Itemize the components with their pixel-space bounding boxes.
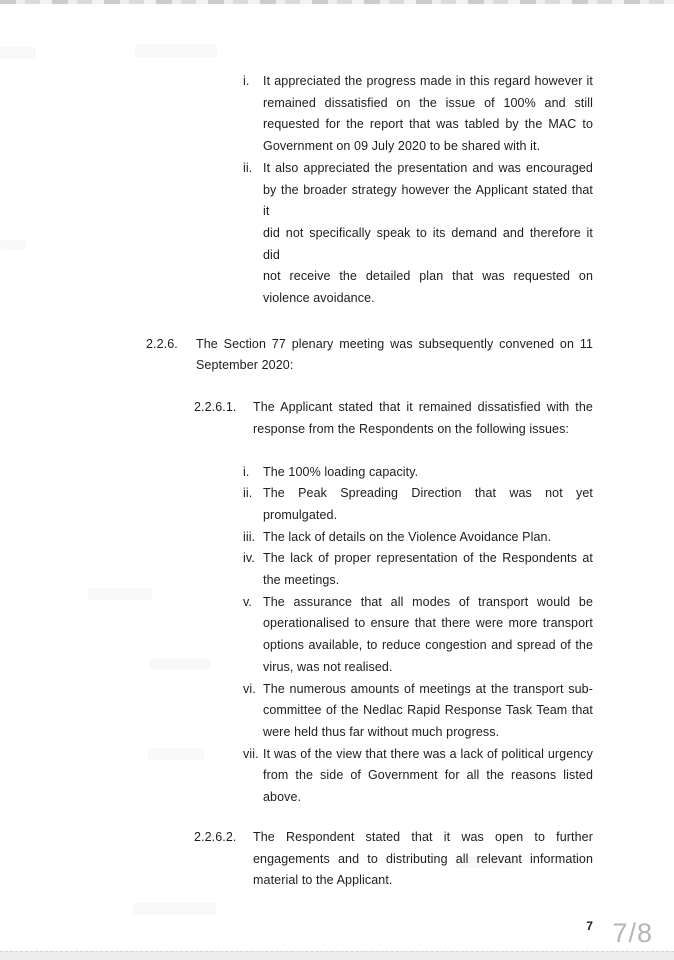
list-item	[0, 744, 593, 809]
text-line: It appreciated the progress made in this regard however it	[263, 74, 593, 88]
text-line: The Applicant stated that it remained dissatisfied with the	[253, 400, 593, 415]
list-item-text	[263, 158, 593, 310]
list-item	[0, 462, 593, 484]
text-line: The assurance that all modes of transport would be	[263, 594, 593, 609]
list-item	[0, 679, 593, 744]
clause-2-2-6	[0, 334, 593, 377]
sheet-indicator: 7/8	[612, 918, 653, 948]
text-line: committee of the Nedlac Rapid Response Task Team that	[263, 703, 593, 718]
list-marker: iv.	[243, 551, 255, 566]
clause-number: 2.2.6.2.	[194, 829, 237, 844]
list-item	[0, 483, 593, 526]
text-line: remained dissatisfied on the issue of 100% and still	[263, 95, 593, 110]
clause-number: 2.2.6.1.	[194, 400, 237, 415]
clause-2-2-6-2	[0, 827, 593, 892]
text-line: above.	[263, 790, 302, 805]
text-line: promulgated.	[263, 507, 338, 522]
text-line: were held thus far without much progress.	[263, 724, 500, 739]
list-item-text	[263, 462, 593, 484]
list-item-text	[263, 483, 593, 526]
text-line: operationalised to ensure that there were more transport	[263, 616, 593, 631]
clause-number: 2.2.6.	[146, 336, 178, 351]
list-marker: ii.	[243, 486, 253, 501]
text-line: virus, was not realised.	[263, 659, 393, 674]
text-line: from the side of Government for all the reasons listed	[263, 768, 593, 783]
page-number: 7	[586, 918, 593, 933]
text-line: not receive the detailed plan that was requested on	[263, 269, 593, 284]
text-line: material to the Applicant.	[253, 873, 393, 888]
text-line: September 2020:	[196, 358, 294, 373]
text-line: The numerous amounts of meetings at the transport sub-	[263, 681, 593, 696]
list-marker: i.	[243, 464, 250, 479]
clause-text	[196, 334, 593, 377]
text-line: options available, to reduce congestion and spread of the	[263, 638, 593, 653]
appreciation-list	[0, 0, 593, 310]
text-line: It was of the view that there was a lack of political urgency	[263, 746, 593, 761]
list-item-text	[263, 744, 593, 809]
list-marker: i.	[243, 74, 250, 88]
list-item	[0, 158, 593, 310]
text-line: by the broader strategy however the Applicant stated that it	[263, 182, 593, 219]
text-line: The Respondent stated that it was open to further	[253, 829, 593, 844]
list-marker: ii.	[243, 160, 253, 175]
text-line: violence avoidance.	[263, 291, 375, 306]
list-item-text	[263, 548, 593, 591]
text-line: requested for the report that was tabled by the MAC to	[263, 117, 593, 132]
list-item	[0, 71, 593, 158]
text-line: Government on 09 July 2020 to be shared with it.	[263, 139, 541, 154]
clause-text	[253, 827, 593, 892]
text-line: The lack of details on the Violence Avoidance Plan.	[263, 529, 552, 544]
clause-text	[253, 397, 593, 440]
list-item	[0, 548, 593, 591]
scan-bottom-edge	[0, 951, 674, 960]
text-line: The 100% loading capacity.	[263, 464, 419, 479]
list-item-text	[263, 592, 593, 679]
list-item-text	[263, 679, 593, 744]
text-line: The Section 77 plenary meeting was subsequently convened on 11	[196, 336, 593, 351]
list-marker: vi.	[243, 681, 256, 696]
text-line: It also appreciated the presentation and was encouraged	[263, 160, 593, 175]
list-item-text	[263, 71, 593, 158]
list-marker: vii.	[243, 746, 259, 761]
text-line: The Peak Spreading Direction that was not yet	[263, 486, 593, 501]
list-item	[0, 592, 593, 679]
clause-2-2-6-1	[0, 397, 593, 440]
text-line: response from the Respondents on the following issues:	[253, 421, 569, 436]
issues-list	[0, 462, 593, 809]
text-line: engagements and to distributing all relevant information	[253, 851, 593, 866]
list-marker: v.	[243, 594, 252, 609]
text-line: The lack of proper representation of the Respondents at	[263, 551, 593, 566]
text-line: did not specifically speak to its demand and therefore it did	[263, 225, 593, 262]
list-item	[0, 527, 593, 549]
text-line: the meetings.	[263, 573, 340, 588]
list-item-text	[263, 527, 593, 549]
list-marker: iii.	[243, 529, 256, 544]
